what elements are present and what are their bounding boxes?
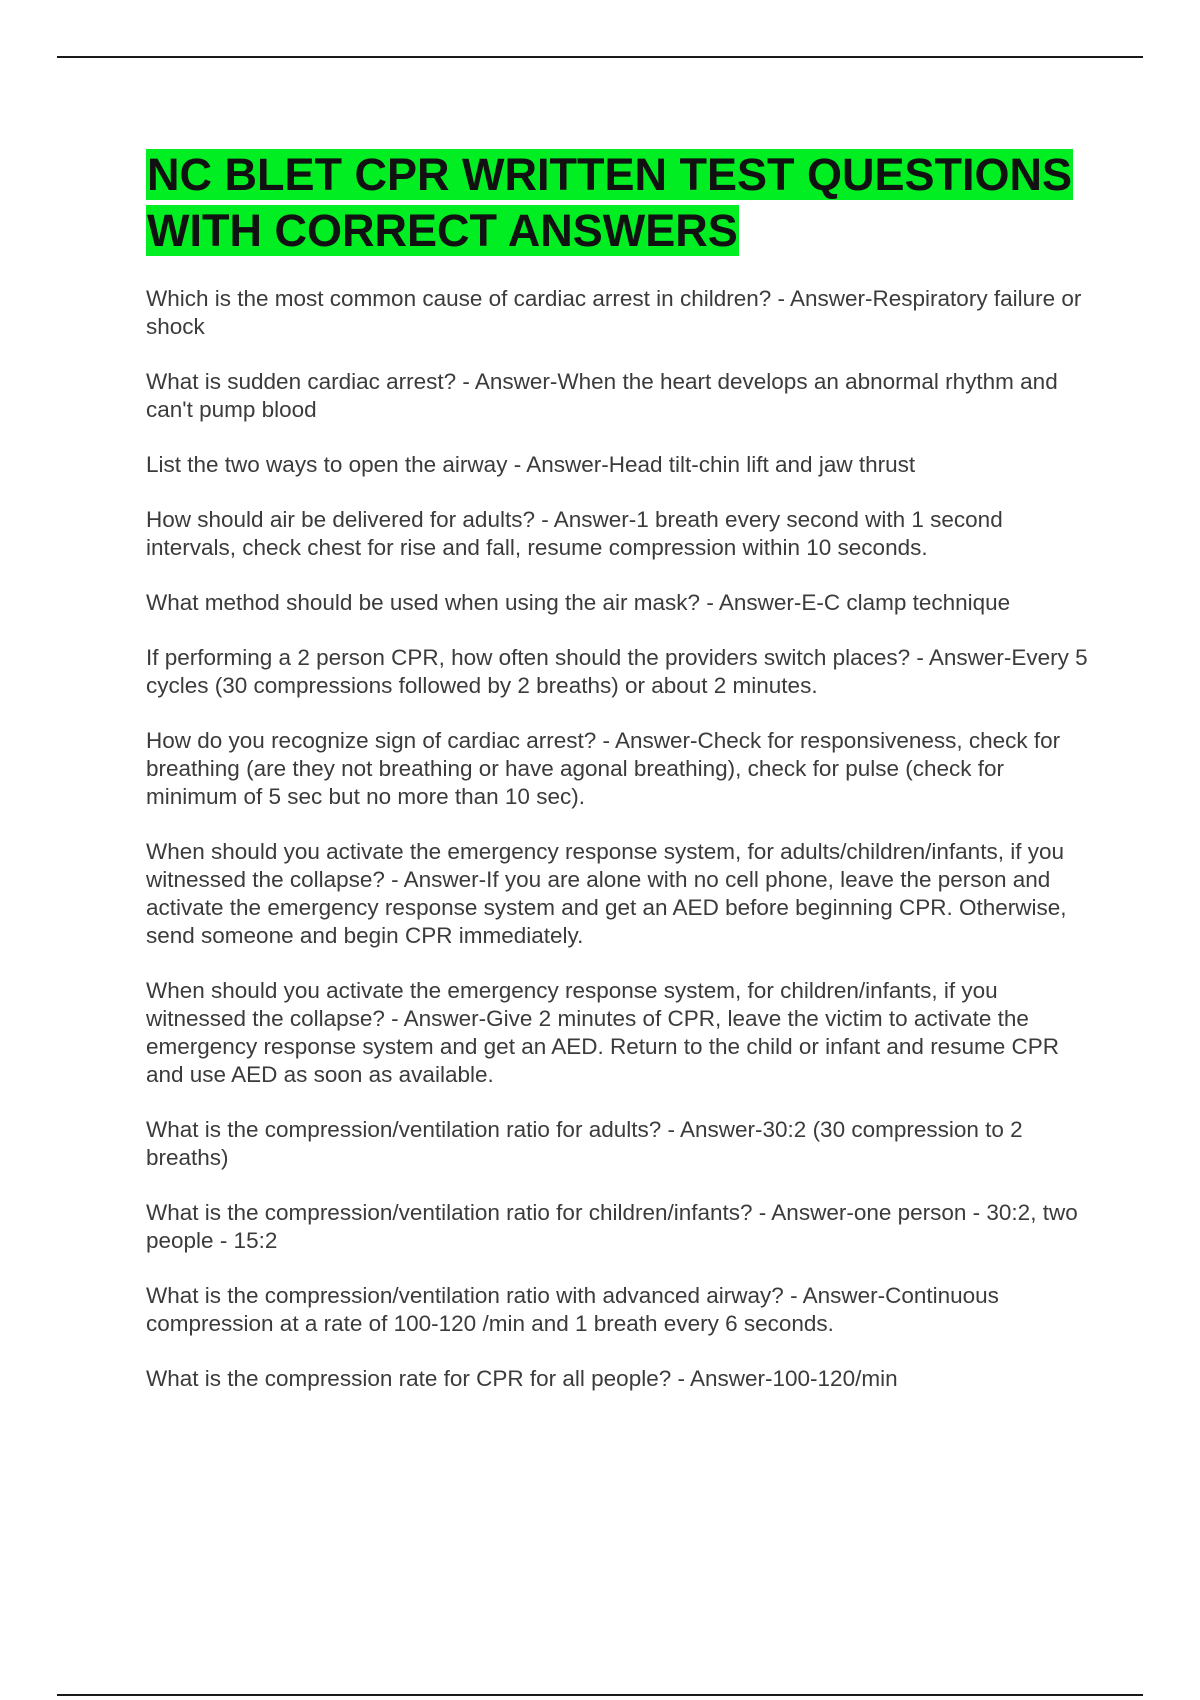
qa-item-10: What is the compression/ventilation ratio for adults? - Answer-30:2 (30 compression to 2 breaths) (146, 1117, 1023, 1170)
document-title (146, 147, 1096, 259)
bottom-rule (57, 1694, 1143, 1696)
qa-item-9: When should you activate the emergency response system, for children/infants, if you witnessed the collapse? - Answer-Give 2 minutes of CPR, leave the victim to activate the emergency response system and get an AED. Return to the child or infant and resume CPR and use AED as soon as available. (146, 978, 1059, 1087)
qa-item-1: Which is the most common cause of cardiac arrest in children? - Answer-Respiratory failure or shock (146, 286, 1082, 339)
qa-item-3: List the two ways to open the airway - Answer-Head tilt-chin lift and jaw thrust (146, 452, 916, 477)
qa-item-12: What is the compression/ventilation ratio with advanced airway? - Answer-Continuous compression at a rate of 100-120 /min and 1 breath every 6 seconds. (146, 1283, 999, 1336)
qa-item-11: What is the compression/ventilation ratio for children/infants? - Answer-one person - 30:2, two people - 15:2 (146, 1200, 1078, 1253)
qa-item-2: What is sudden cardiac arrest? - Answer-When the heart develops an abnormal rhythm and can't pump blood (146, 369, 1058, 422)
qa-item-7: How do you recognize sign of cardiac arrest? - Answer-Check for responsiveness, check for breathing (are they not breathing or have agonal breathing), check for pulse (check for minimum of 5 sec but no more than 10 sec). (146, 728, 1061, 809)
title-highlight: NC BLET CPR WRITTEN TEST QUESTIONS WITH CORRECT ANSWERS (147, 149, 1073, 256)
qa-item-4: How should air be delivered for adults? - Answer-1 breath every second with 1 second intervals, check chest for rise and fall, resume compression within 10 seconds. (146, 507, 1003, 560)
qa-item-8: When should you activate the emergency response system, for adults/children/infants, if you witnessed the collapse? - Answer-If you are alone with no cell phone, leave the person and activate the emergency response system and get an AED before beginning CPR. Otherwise, send someone and begin CPR immediately. (146, 839, 1067, 948)
qa-item-6: If performing a 2 person CPR, how often should the providers switch places? - Answer-Every 5 cycles (30 compressions followed by 2 breaths) or about 2 minutes. (146, 645, 1088, 698)
top-rule (57, 56, 1143, 58)
document-body (146, 147, 1096, 1420)
qa-item-5: What method should be used when using the air mask? - Answer-E-C clamp technique (146, 590, 1011, 615)
qa-item-13: What is the compression rate for CPR for all people? - Answer-100-120/min (146, 1366, 898, 1391)
